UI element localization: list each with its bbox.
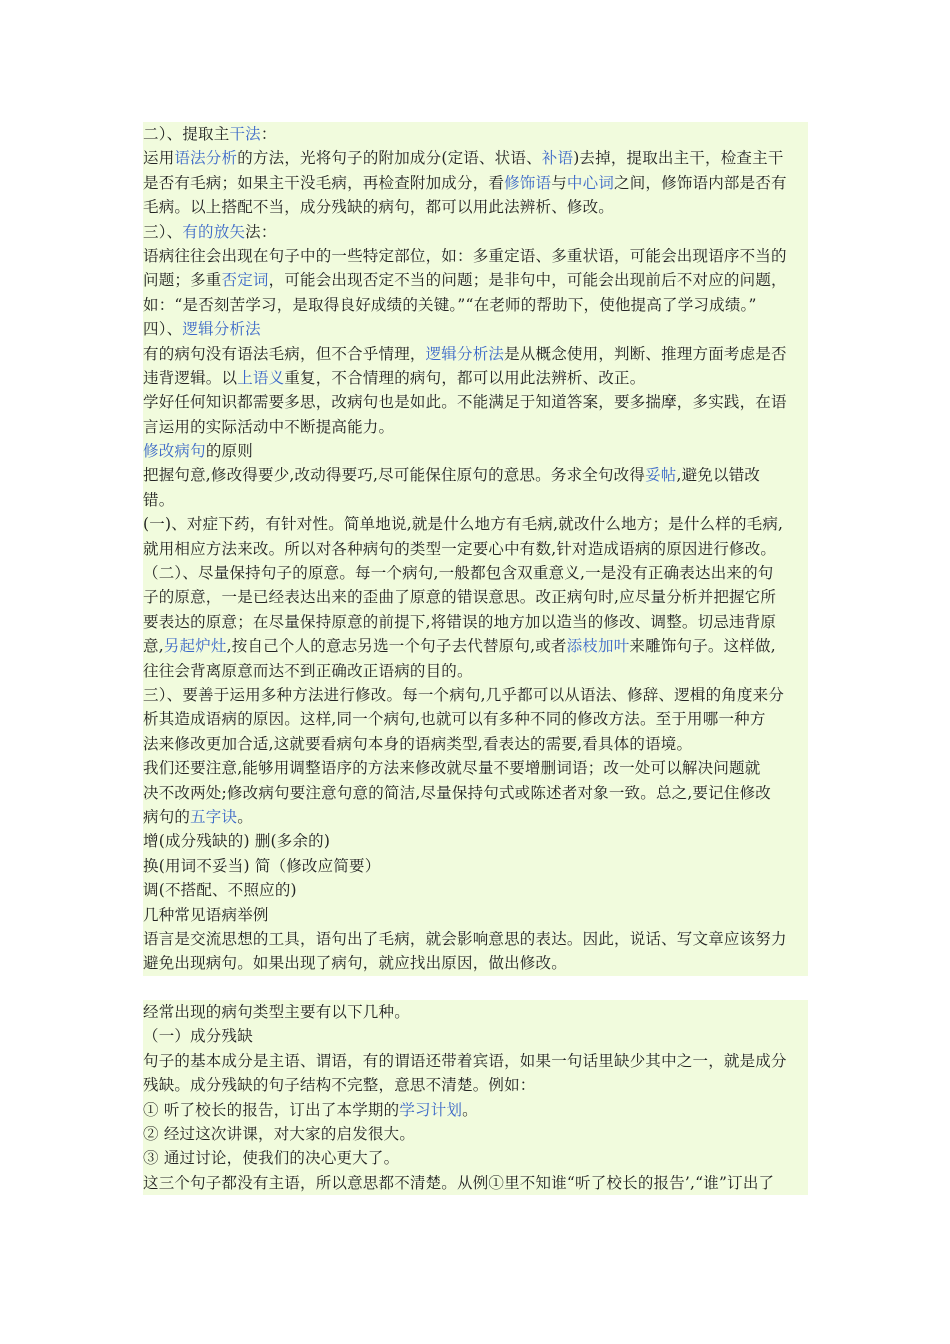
text-line	[143, 1098, 808, 1122]
text-segment: （二）、尽量保持句子的原意。每一个病句,一般都包含双重意义,一是没有正确表达出来的句	[143, 564, 774, 583]
glossary-link[interactable]: 上语义	[237, 368, 285, 387]
blank-line	[143, 976, 808, 1000]
text-segment: 与	[551, 173, 567, 192]
text-segment: 是否有毛病；如果主干没毛病，再检查附加成分，看	[143, 173, 505, 192]
glossary-link[interactable]: 否定词	[221, 271, 269, 290]
text-segment: 。	[237, 807, 253, 826]
text-line	[143, 951, 808, 975]
text-line	[143, 146, 808, 170]
text-line	[143, 561, 808, 585]
text-segment: ③ 通过讨论，使我们的决心更大了。	[143, 1149, 400, 1168]
glossary-link[interactable]: 学习计划	[399, 1100, 463, 1119]
text-line	[143, 268, 808, 292]
text-segment: 错。	[143, 490, 175, 509]
text-segment: 违背逻辑。以	[143, 368, 238, 387]
text-line	[143, 244, 808, 268]
text-line	[143, 293, 808, 317]
glossary-link[interactable]: 中心词	[566, 173, 615, 192]
text-line	[143, 171, 808, 195]
text-segment: 有的病句没有语法毛病，但不合乎情理，	[143, 344, 426, 363]
text-segment: 语言是交流思想的工具，语句出了毛病，就会影响意思的表达。因此，说话、写文章应该努力	[143, 929, 787, 948]
text-segment: ：	[260, 125, 277, 143]
text-segment: 往往会背离原意而达不到正确改正语病的目的。	[143, 661, 473, 680]
text-line	[143, 512, 808, 536]
text-line	[143, 659, 808, 683]
text-segment: 意,	[143, 637, 164, 656]
text-line	[143, 1122, 808, 1146]
text-segment: 三）、	[143, 222, 183, 241]
document-body	[143, 122, 808, 1195]
text-segment: 残缺。成分残缺的句子结构不完整，意思不清楚。例如：	[143, 1076, 536, 1095]
text-line	[143, 342, 808, 366]
glossary-link[interactable]: 妥帖	[645, 466, 677, 485]
text-segment: 二）、提取主	[143, 125, 230, 143]
text-segment: ① 听了校长的报告，订出了本学期的	[143, 1100, 400, 1119]
text-segment: 的原则	[205, 442, 253, 461]
text-segment: 来雕饰句子。这样做,	[629, 637, 776, 656]
text-line	[143, 195, 808, 219]
text-segment: ② 经过这次讲课，对大家的启发很大。	[143, 1125, 416, 1144]
text-line	[143, 1000, 808, 1024]
text-line	[143, 317, 808, 341]
text-line	[143, 854, 808, 878]
text-line	[143, 805, 808, 829]
text-line	[143, 732, 808, 756]
text-segment: )去掉，提取出主干，检查主干	[573, 149, 784, 168]
text-segment: 子的原意，一是已经表达出来的歪曲了原意的错误意思。改正病句时,应尽量分析并把握它所	[143, 588, 777, 607]
text-segment: 毛病。以上搭配不当，成分残缺的病句，都可以用此法辨析、修改。	[143, 198, 615, 217]
glossary-link[interactable]: 添枝加叶	[566, 637, 630, 656]
text-segment: 言运用的实际活动中不断提高能力。	[143, 417, 395, 436]
text-segment: ，可能会出现否定不当的问题；是非句中，可能会出现前后不对应的问题，	[268, 271, 787, 290]
text-segment: 问题；多重	[143, 271, 222, 290]
text-segment: 把握句意,修改得要少,改动得要巧,尽可能保住原句的意思。务求全句改得	[143, 466, 646, 485]
text-segment: （一）成分残缺	[143, 1027, 253, 1046]
text-line	[143, 1171, 808, 1195]
text-segment: 换(用词不妥当) 简（修改应简要）	[143, 856, 381, 875]
glossary-link[interactable]: 逻辑分析法	[182, 320, 261, 339]
glossary-link[interactable]: 五字诀	[190, 807, 238, 826]
text-line	[143, 756, 808, 780]
text-segment: (一)、对症下药，有针对性。简单地说,就是什么地方有毛病,就改什么地方；是什么样的毛病,	[143, 515, 784, 534]
glossary-link[interactable]: 补语	[541, 149, 574, 168]
text-segment: 之间，修饰语内部是否有	[614, 173, 787, 192]
text-segment: 就用相应方法来改。所以对各种病句的类型一定要心中有数,针对造成语病的原因进行修改。	[143, 539, 777, 558]
text-line	[143, 683, 808, 707]
text-line	[143, 903, 808, 927]
text-line	[143, 537, 808, 561]
text-segment: 。	[462, 1100, 478, 1119]
text-line	[143, 220, 808, 244]
text-segment: 这三个句子都没有主语，所以意思都不清楚。从例①里不知谁“听了校长的报告’,“谁”订出了	[143, 1173, 775, 1192]
text-segment: 运用	[143, 149, 175, 168]
text-segment: 病句的	[143, 807, 191, 826]
text-segment: 重复，不合情理的病句，都可以用此法辨析、改正。	[284, 368, 646, 387]
text-line	[143, 829, 808, 853]
text-segment: 我们还要注意,能够用调整语序的方法来修改就尽量不要增删词语；改一处可以解决问题就	[143, 759, 761, 778]
text-line	[143, 1146, 808, 1170]
text-line	[143, 415, 808, 439]
text-line	[143, 1073, 808, 1097]
text-segment: 几种常见语病举例	[143, 905, 269, 924]
text-segment: 法来修改更加合适,这就要看病句本身的语病类型,看表达的需要,看具体的语境。	[143, 734, 693, 753]
text-segment: 经常出现的病句类型主要有以下几种。	[143, 1003, 410, 1022]
glossary-link[interactable]: 修饰语	[504, 173, 552, 192]
text-segment: 增(成分残缺的) 删(多余的)	[143, 832, 331, 851]
text-line	[143, 390, 808, 414]
glossary-link[interactable]: 另起炉灶	[163, 637, 227, 656]
text-line	[143, 634, 808, 658]
text-segment: 析其造成语病的原因。这样,同一个病句,也就可以有多种不同的修改方法。至于用哪一种方	[143, 710, 766, 729]
text-line	[143, 610, 808, 634]
text-segment: 避免出现病句。如果出现了病句，就应找出原因，做出修改。	[143, 954, 567, 973]
text-segment: 调(不搭配、不照应的)	[143, 881, 297, 900]
text-segment: ,按自己个人的意志另选一个句子去代替原句,或者	[226, 637, 567, 656]
text-segment: 如：“是否刻苦学习，是取得良好成绩的关键。”“在老师的帮助下，使他提高了学习成绩。”	[143, 295, 757, 314]
text-segment: 三）、要善于运用多种方法进行修改。每一个病句,几乎都可以从语法、修辞、逻楫的角度来分	[143, 685, 785, 704]
glossary-link[interactable]: 逻辑分析法	[425, 344, 505, 363]
text-line	[143, 878, 808, 902]
glossary-link[interactable]: 语法分析	[174, 149, 238, 168]
text-segment: 句子的基本成分是主语、谓语，有的谓语还带着宾语，如果一句话里缺少其中之一，就是成分	[143, 1051, 787, 1070]
text-line	[143, 439, 808, 463]
text-segment: 语病往往会出现在句子中的一些特定部位，如：多重定语、多重状语，可能会出现语序不当的	[143, 246, 787, 265]
text-segment: 法：	[245, 222, 277, 241]
text-line	[143, 463, 808, 487]
text-segment: 是从概念使用，判断、推理方面考虑是否	[504, 344, 787, 363]
text-line	[143, 585, 808, 609]
text-line	[143, 707, 808, 731]
text-segment: 四）、	[143, 320, 183, 339]
text-segment: 要表达的原意；在尽量保持原意的前提下,将错误的地方加以造当的修改、调整。切忌违背原	[143, 612, 777, 631]
text-line	[143, 366, 808, 390]
text-line	[143, 781, 808, 805]
text-line	[143, 122, 808, 146]
text-segment: 的方法，光将句子的附加成分(定语、状语、	[237, 149, 542, 168]
text-segment: 学好任何知识都需要多思，改病句也是如此。不能满足于知道答案，要多揣摩，多实践，在语	[143, 393, 787, 412]
glossary-link[interactable]: 修改病句	[143, 442, 206, 461]
glossary-link[interactable]: 干法	[229, 125, 261, 143]
text-segment: 决不改两处;修改病句要注意句意的简洁,尽量保持句式或陈述者对象一致。总之,要记住修改	[143, 783, 771, 802]
text-line	[143, 1049, 808, 1073]
glossary-link[interactable]: 有的放矢	[182, 222, 246, 241]
text-segment: ,避免以错改	[676, 466, 761, 485]
text-line	[143, 488, 808, 512]
text-line	[143, 927, 808, 951]
text-line	[143, 1024, 808, 1048]
